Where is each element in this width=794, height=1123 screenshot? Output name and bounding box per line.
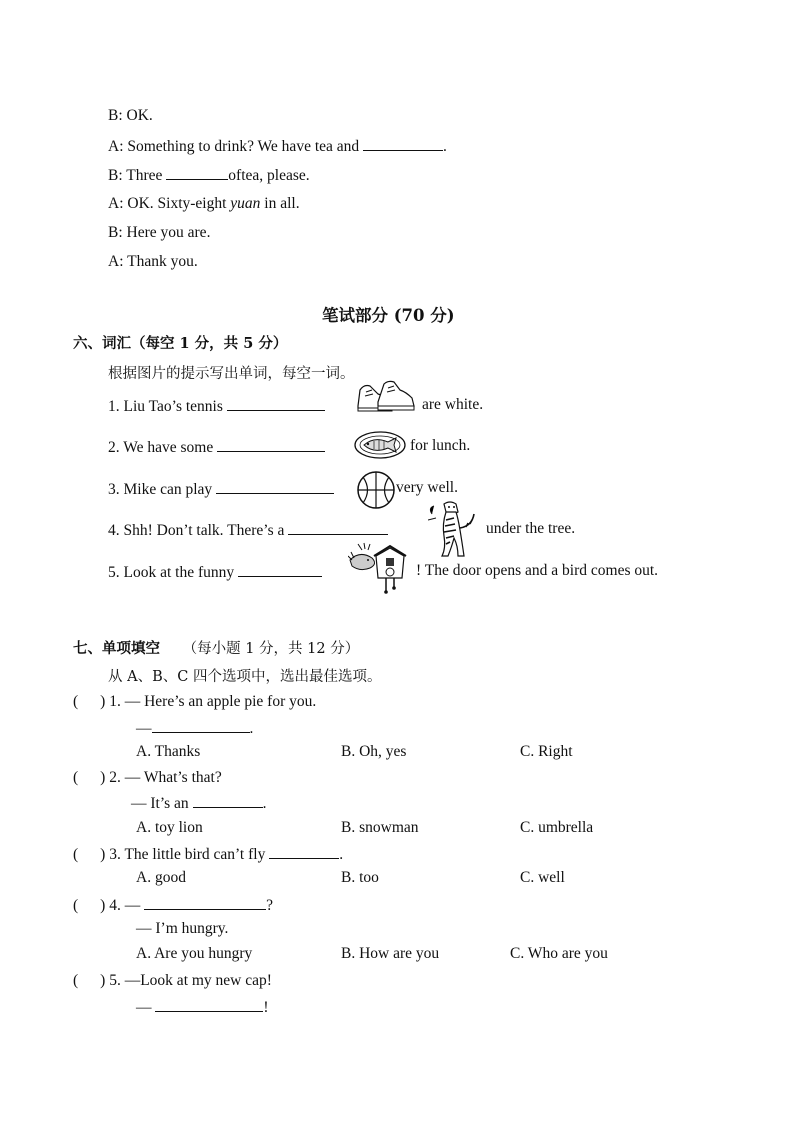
q1-option-c[interactable]: C. Right <box>520 743 573 760</box>
section7-heading: 七、单项填空 （每小题 1 分，共 12 分） <box>73 640 360 657</box>
q4-option-b[interactable]: B. How are you <box>341 945 440 962</box>
section6-heading: 六、词汇（每空 1 分，共 5 分） <box>73 335 288 352</box>
q1-option-a[interactable]: A. Thanks <box>136 743 201 760</box>
basketball-icon <box>356 470 396 510</box>
answer-slot[interactable] <box>78 971 100 985</box>
sneakers-icon <box>354 380 416 418</box>
answer-blank[interactable] <box>166 165 228 180</box>
vocab-item-5-tail: ! The door opens and a bird comes out. <box>416 562 659 579</box>
dialogue-line-4: A: OK. Sixty-eight yuan in all. <box>108 195 300 212</box>
vocab-item-4-tail: under the tree. <box>486 520 576 537</box>
section7-instruction: 从 A、B、C 四个选项中，选出最佳选项。 <box>108 669 382 685</box>
cuckoo-clock-icon <box>348 542 416 594</box>
dialogue-line-2: A: Something to drink? We have tea and . <box>108 138 447 155</box>
tiger-icon <box>428 500 480 558</box>
vocab-item-2: 2. We have some <box>108 437 325 457</box>
vocab-item-5: 5. Look at the funny <box>108 562 322 582</box>
dialogue-line-6: A: Thank you. <box>108 253 198 270</box>
question-3: ( ) 3. The little bird can’t fly . <box>73 846 344 863</box>
answer-blank[interactable] <box>152 718 250 733</box>
answer-blank[interactable] <box>288 520 388 535</box>
question-4: ( ) 4. — ? <box>73 897 273 914</box>
question-4-line2: — I’m hungry. <box>136 920 229 937</box>
answer-slot[interactable] <box>78 768 100 782</box>
vocab-item-4: 4. Shh! Don’t talk. There’s a <box>108 520 388 540</box>
answer-blank[interactable] <box>144 895 266 910</box>
q3-option-c[interactable]: C. well <box>520 869 565 886</box>
vocab-item-1: 1. Liu Tao’s tennis <box>108 396 325 416</box>
answer-blank[interactable] <box>227 396 325 411</box>
answer-blank[interactable] <box>216 479 334 494</box>
question-5-line2: — ! <box>136 999 269 1016</box>
vocab-item-2-tail: for lunch. <box>410 437 471 454</box>
q2-option-b[interactable]: B. snowman <box>341 819 419 836</box>
q2-option-c[interactable]: C. umbrella <box>520 819 594 836</box>
answer-blank[interactable] <box>193 793 263 808</box>
q4-option-c[interactable]: C. Who are you <box>510 945 608 962</box>
dialogue-line-1: B: OK. <box>108 107 153 124</box>
vocab-item-1-tail: are white. <box>422 396 484 413</box>
fish-plate-icon <box>354 430 406 460</box>
answer-blank[interactable] <box>155 997 263 1012</box>
question-2: ( ) 2. — What’s that? <box>73 769 222 786</box>
answer-slot[interactable] <box>78 896 100 910</box>
answer-blank[interactable] <box>238 562 322 577</box>
q1-option-b[interactable]: B. Oh, yes <box>341 743 407 760</box>
answer-slot[interactable] <box>78 692 100 706</box>
q2-option-a[interactable]: A. toy lion <box>136 819 203 836</box>
answer-slot[interactable] <box>78 845 100 859</box>
vocab-item-3-tail: very well. <box>396 479 458 496</box>
question-5: ( ) 5. —Look at my new cap! <box>73 972 272 989</box>
question-1-line2: — . <box>136 720 254 737</box>
question-2-line2: — It’s an . <box>131 795 267 812</box>
question-1: ( ) 1. — Here’s an apple pie for you. <box>73 693 317 710</box>
q3-option-a[interactable]: A. good <box>136 869 186 886</box>
q4-option-a[interactable]: A. Are you hungry <box>136 945 253 962</box>
answer-blank[interactable] <box>217 437 325 452</box>
dialogue-line-5: B: Here you are. <box>108 224 211 241</box>
q3-option-b[interactable]: B. too <box>341 869 379 886</box>
answer-blank[interactable] <box>269 844 339 859</box>
section6-instruction: 根据图片的提示写出单词，每空一词。 <box>108 366 355 382</box>
written-section-title: 笔试部分 (70 分) <box>322 306 455 325</box>
answer-blank[interactable] <box>363 136 443 151</box>
vocab-item-3: 3. Mike can play <box>108 479 334 499</box>
dialogue-line-3: B: Three oftea, please. <box>108 167 310 184</box>
